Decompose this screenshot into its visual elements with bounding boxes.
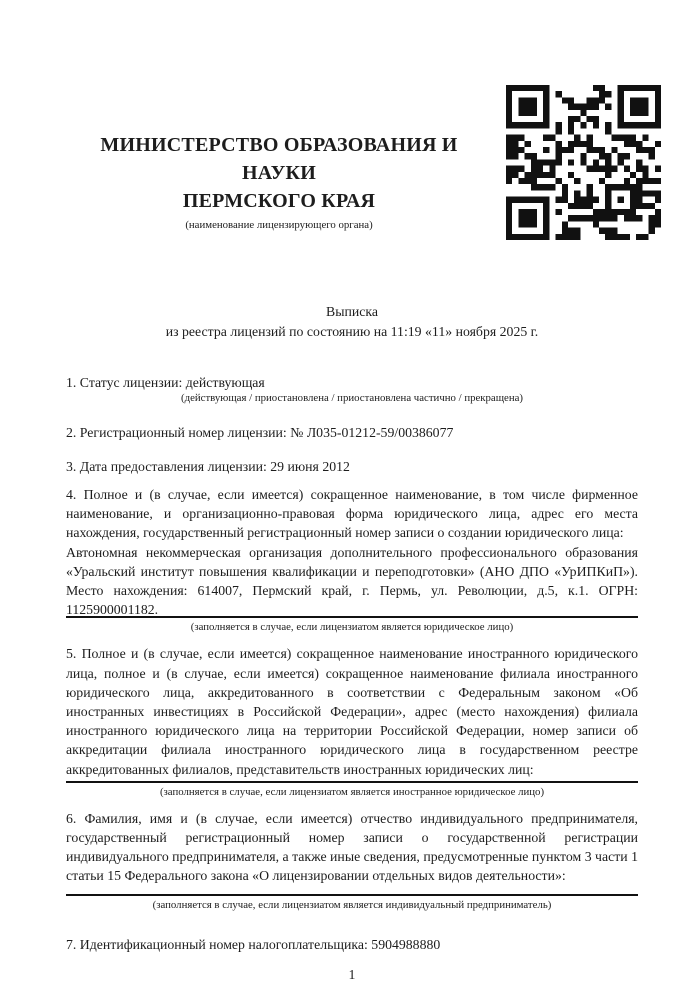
legal-entity-value: Автономная некоммерческая организация дополнительного профессионального образования «Уральский институт повышения квалификации и переподготовки» (АНО ДПО «УрИПКиП»). Место нахождения: 614007, Пермский край, г. Пермь, ул. Революции, д.5, к.1. ОГРН: 1125900001182. <box>66 544 638 618</box>
item-foreign-entity <box>66 644 638 797</box>
ministry-name-line1: МИНИСТЕРСТВО ОБРАЗОВАНИЯ И НАУКИ <box>100 134 458 184</box>
document-title <box>66 302 638 341</box>
foreign-entity-underline <box>66 781 638 783</box>
license-status-options-caption: (действующая / приостановлена / приостановлена частично / прекращена) <box>181 392 523 404</box>
item-legal-entity <box>66 485 638 633</box>
license-status-text: 1. Статус лицензии: действующая <box>66 375 265 390</box>
item-grant-date <box>66 457 638 476</box>
item-registration-number <box>66 423 638 442</box>
legal-entity-caption: (заполняется в случае, если лицензиатом является юридическое лицо) <box>190 621 514 634</box>
qr-code-icon <box>506 84 661 241</box>
item-taxpayer-id <box>66 935 638 954</box>
item-individual-entrepreneur <box>66 809 638 911</box>
ministry-header <box>66 131 492 232</box>
page-number: 1 <box>348 966 356 982</box>
licensing-authority-caption: (наименование лицензирующего органа) <box>185 219 373 231</box>
item-license-status <box>66 373 638 404</box>
entrepreneur-underline <box>66 894 638 896</box>
entrepreneur-label: 6. Фамилия, имя и (в случае, если имеется) отчество индивидуального предпринимателя, государственный регистрационный номер записи о государственной регистрации индивидуального предпринимателя, а также иные сведения, предусмотренные пунктом 3 части 1 статьи 15 Федерального закона «О лицензировании отдельных видов деятельности»: <box>66 810 639 884</box>
grant-date-text: 3. Дата предоставления лицензии: 29 июня 2012 <box>66 459 350 474</box>
taxpayer-id-text: 7. Идентификационный номер налогоплательщика: 5904988880 <box>66 936 441 952</box>
document-title-line1: Выписка <box>326 304 378 319</box>
foreign-entity-label: 5. Полное и (в случае, если имеется) сокращенное наименование иностранного юридического лица, полное и (в случае, если имеется) сокращенное наименование филиала иностранного юридического лица, аккредитованного в соответствии с Федеральным законом «Об иностранных инвестициях в Российской Федерации», адрес (место нахождения) филиала иностранного юридического лица на территории Российской Федерации, номер записи об аккредитации филиала иностранного юридического лица в государственном реестре аккредитованных филиалов, представительств иностранных юридических лиц: <box>66 646 638 777</box>
document-title-line2: из реестра лицензий по состоянию на 11:19 «11» ноября 2025 г. <box>165 323 539 339</box>
registration-number-text: 2. Регистрационный номер лицензии: № Л035-01212-59/00386077 <box>66 425 454 440</box>
foreign-entity-caption: (заполняется в случае, если лицензиатом является иностранное юридическое лицо) <box>159 785 545 798</box>
legal-entity-label: 4. Полное и (в случае, если имеется) сокращенное наименование, в том числе фирменное наименование, и организационно-правовая форма юридического лица, адрес его места нахождения, государственный регистрационный номер записи о создании юридического лица: <box>66 487 638 541</box>
entrepreneur-caption: (заполняется в случае, если лицензиатом является индивидуальный предприниматель) <box>152 898 552 911</box>
document-body <box>66 302 638 984</box>
ministry-name-line2: ПЕРМСКОГО КРАЯ <box>182 190 376 212</box>
